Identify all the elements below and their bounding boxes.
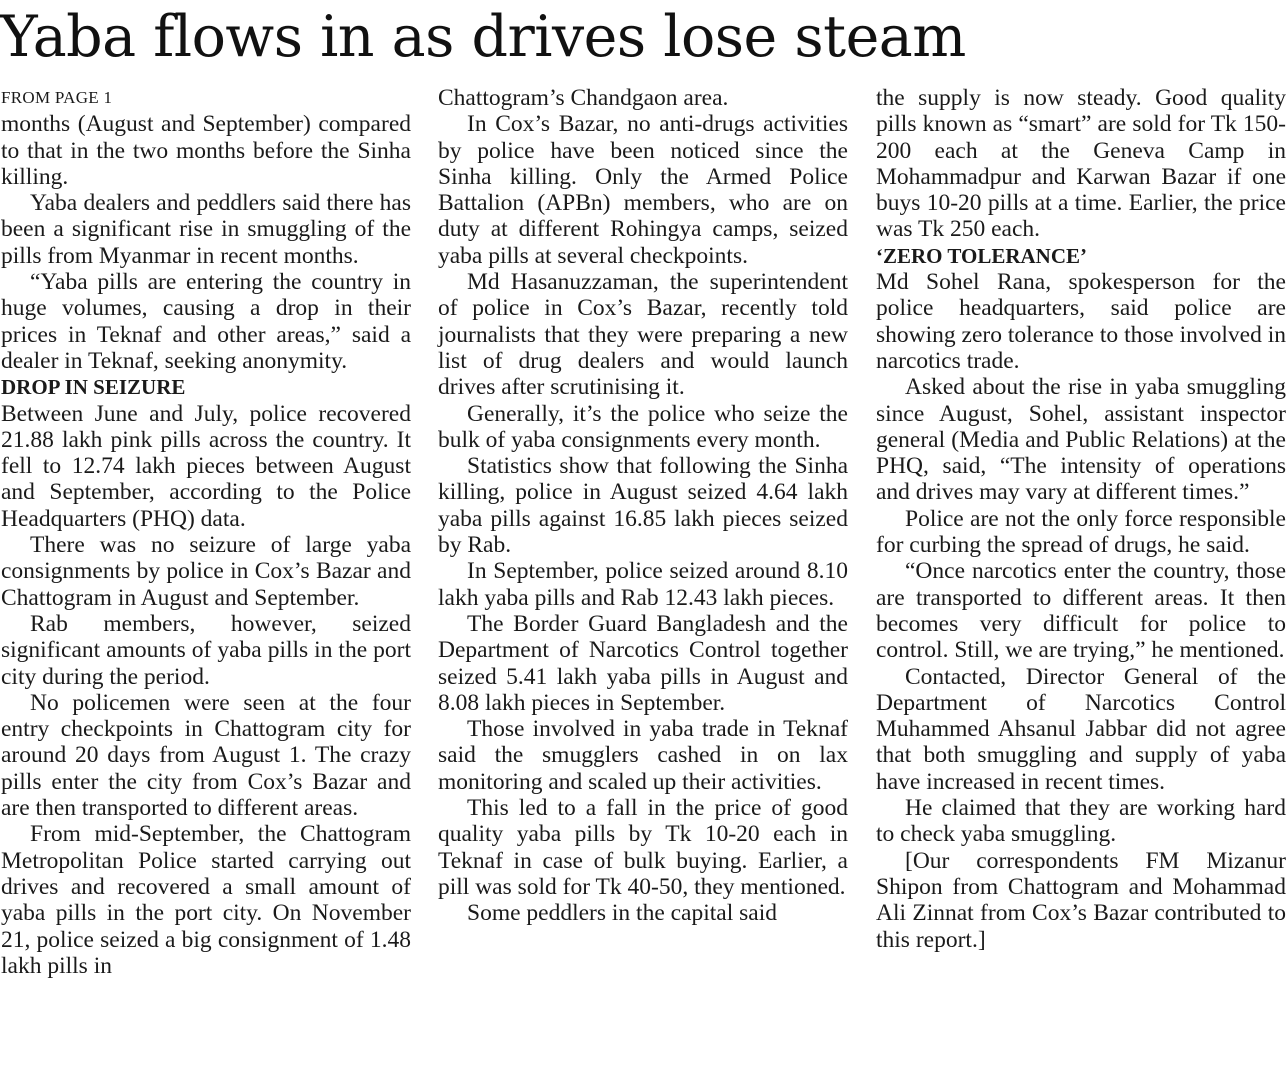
article-paragraph: Statistics show that following the Sinha killing, police in August seized 4.64 lakh yaba pills against 16.85 lakh pieces seized by Rab. bbox=[438, 453, 848, 559]
article-paragraph: the supply is now steady. Good quality pills known as “smart” are sold for Tk 150-200 each at the Geneva Camp in Mohammadpur and Karwan Bazar if one buys 10-20 pills at a time. Earlier, the price was Tk 250 each. bbox=[876, 85, 1286, 243]
article-paragraph: Police are not the only force responsible for curbing the spread of drugs, he said. bbox=[876, 505, 1286, 559]
article-paragraph: There was no seizure of large yaba consignments by police in Cox’s Bazar and Chattogram in August and September. bbox=[1, 532, 411, 611]
article-paragraph: Between June and July, police recovered 21.88 lakh pink pills across the country. It fell to 12.74 lakh pieces between August and September, according to the Police Headquarters (PHQ) data. bbox=[1, 400, 411, 532]
article-paragraph: He claimed that they are working hard to check yaba smuggling. bbox=[876, 795, 1286, 848]
article-paragraph: In September, police seized around 8.10 lakh yaba pills and Rab 12.43 lakh pieces. bbox=[438, 558, 848, 611]
article-paragraph: Asked about the rise in yaba smuggling since August, Sohel, assistant inspector general (Media and Public Relations) at the PHQ, said, “The intensity of operations and drives may vary at different times.” bbox=[876, 374, 1286, 506]
article-paragraph: This led to a fall in the price of good quality yaba pills by Tk 10-20 each in Teknaf in case of bulk buying. Earlier, a pill was sold for Tk 40-50, they mentioned. bbox=[438, 795, 848, 900]
headline: Yaba flows in as drives lose steam bbox=[0, 4, 966, 70]
section-subhead: DROP IN SEIZURE bbox=[1, 375, 186, 400]
article-paragraph: Chattogram’s Chandgaon area. bbox=[438, 85, 729, 111]
article-paragraph: In Cox’s Bazar, no anti-drugs activities by police have been noticed since the Sinha killing. Only the Armed Police Battalion (APBn) members, who are on duty at different Rohingya camps, seized yaba pills at several checkpoints. bbox=[438, 111, 848, 269]
article-column-2 bbox=[438, 85, 848, 927]
article-paragraph: months (August and September) compared to that in the two months before the Sinha killing. bbox=[1, 111, 411, 190]
article-paragraph: [Our correspondents FM Mizanur Shipon from Chattogram and Mohammad Ali Zinnat from Cox’s Bazar contributed to this report.] bbox=[876, 847, 1286, 953]
article-paragraph: Md Sohel Rana, spokesperson for the police headquarters, said police are showing zero tolerance to those involved in narcotics trade. bbox=[876, 269, 1286, 374]
article-paragraph: Generally, it’s the police who seize the bulk of yaba consignments every month. bbox=[438, 400, 848, 453]
article-paragraph: Contacted, Director General of the Department of Narcotics Control Muhammed Ahsanul Jabbar did not agree that both smuggling and supply of yaba have increased in recent times. bbox=[876, 663, 1286, 795]
article-column-3 bbox=[876, 85, 1286, 953]
article-paragraph: “Once narcotics enter the country, those are transported to different areas. It then becomes very difficult for police to control. Still, we are trying,” he mentioned. bbox=[876, 558, 1286, 664]
article-paragraph: From mid-September, the Chattogram Metropolitan Police started carrying out drives and recovered a small amount of yaba pills in the port city. On November 21, police seized a big consignment of 1.48 lakh pills in bbox=[1, 821, 411, 979]
article-column-1 bbox=[1, 85, 411, 979]
article-paragraph: Some peddlers in the capital said bbox=[467, 900, 777, 927]
continued-from-label: FROM PAGE 1 bbox=[1, 88, 113, 107]
article-paragraph: Those involved in yaba trade in Teknaf said the smugglers cashed in on lax monitoring and scaled up their activities. bbox=[438, 716, 848, 795]
article-paragraph: No policemen were seen at the four entry checkpoints in Chattogram city for around 20 days from August 1. The crazy pills enter the city from Cox’s Bazar and are then transported to different areas. bbox=[1, 689, 411, 822]
article-paragraph: Md Hasanuzzaman, the superintendent of police in Cox’s Bazar, recently told journalists that they were preparing a new list of drug dealers and would launch drives after scrutinising it. bbox=[438, 269, 848, 401]
section-subhead: ‘ZERO TOLERANCE’ bbox=[876, 243, 1088, 268]
article-paragraph: Yaba dealers and peddlers said there has been a significant rise in smuggling of the pills from Myanmar in recent months. bbox=[1, 190, 411, 269]
article-paragraph: Rab members, however, seized significant amounts of yaba pills in the port city during the period. bbox=[1, 610, 411, 690]
article-paragraph: “Yaba pills are entering the country in huge volumes, causing a drop in their prices in Teknaf and other areas,” said a dealer in Teknaf, seeking anonymity. bbox=[1, 269, 411, 374]
article-paragraph: The Border Guard Bangladesh and the Department of Narcotics Control together seized 5.41 lakh yaba pills in August and 8.08 lakh pieces in September. bbox=[438, 610, 848, 716]
